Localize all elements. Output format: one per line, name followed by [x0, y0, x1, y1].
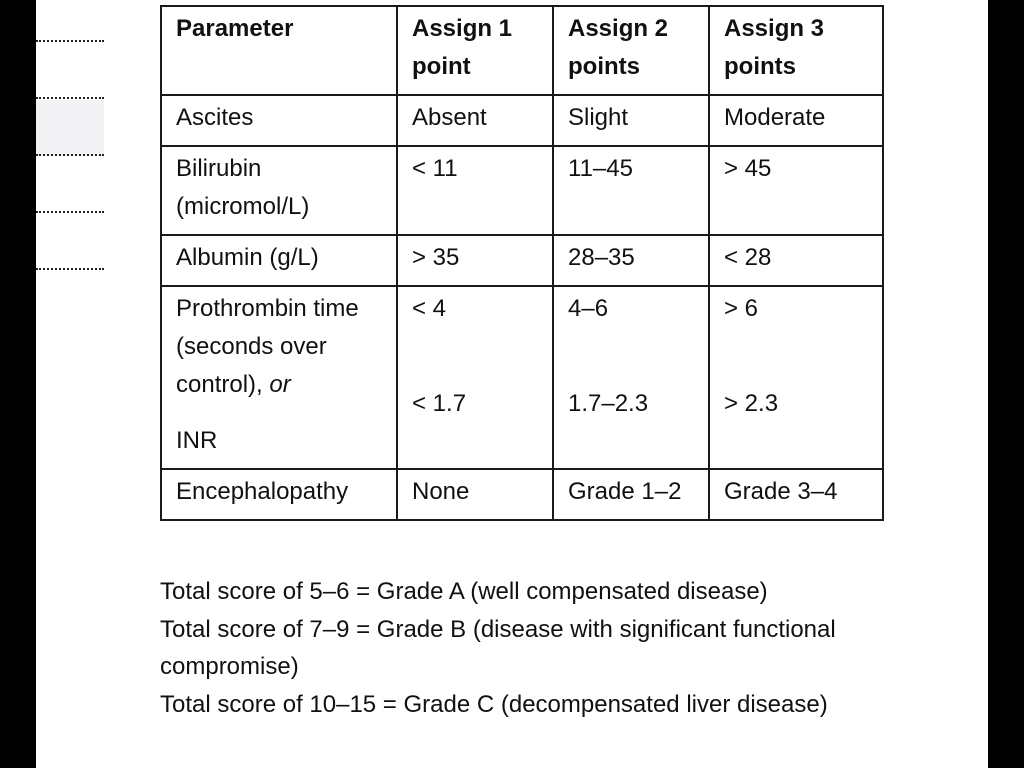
inr-value: 1.7–2.3	[568, 390, 649, 417]
spacer	[176, 404, 384, 422]
cell-1-point: > 35	[397, 235, 553, 286]
child-pugh-score-table	[160, 5, 884, 521]
table-row-ascites	[161, 95, 883, 146]
prothrombin-label: Prothrombin time (seconds over control),	[176, 295, 359, 398]
cell-3-points: < 28	[709, 235, 883, 286]
header-parameter: Parameter	[161, 6, 397, 95]
cell-1-point: Absent	[397, 95, 553, 146]
grade-b-note: Total score of 7–9 = Grade B (disease with significant functional compromise)	[160, 615, 836, 680]
table-row-bilirubin	[161, 146, 883, 235]
grade-a-note: Total score of 5–6 = Grade A (well compensated disease)	[160, 578, 768, 605]
cell-3-points: Moderate	[709, 95, 883, 146]
header-assign-1-point: Assign 1 point	[397, 6, 553, 95]
margin-dotted-line	[36, 211, 104, 213]
inr-value: > 2.3	[724, 390, 779, 417]
margin-shaded-block	[36, 100, 104, 156]
table-row-albumin	[161, 235, 883, 286]
table-row-prothrombin	[161, 286, 883, 469]
spacer	[568, 328, 696, 385]
cell-parameter: Bilirubin (micromol/L)	[161, 146, 397, 235]
prothrombin-value: 4–6	[568, 295, 609, 322]
cell-1-point	[397, 286, 553, 469]
cell-parameter: Encephalopathy	[161, 469, 397, 520]
margin-dotted-line	[36, 268, 104, 270]
table-row-encephalopathy	[161, 469, 883, 520]
grade-c-note: Total score of 10–15 = Grade C (decompensated liver disease)	[160, 690, 828, 718]
spacer	[724, 328, 870, 385]
cell-parameter: Ascites	[161, 95, 397, 146]
margin-dotted-line	[36, 154, 104, 156]
header-assign-2-points: Assign 2 points	[553, 6, 709, 95]
prothrombin-value: < 4	[412, 295, 447, 322]
cell-parameter	[161, 286, 397, 469]
header-assign-3-points: Assign 3 points	[709, 6, 883, 95]
cell-3-points	[709, 286, 883, 469]
inr-value: < 1.7	[412, 390, 467, 417]
cell-2-points: Grade 1–2	[553, 469, 709, 520]
cell-3-points: Grade 3–4	[709, 469, 883, 520]
cell-2-points: Slight	[553, 95, 709, 146]
prothrombin-value: > 6	[724, 295, 759, 322]
cell-2-points: 11–45	[553, 146, 709, 235]
document-page	[36, 0, 988, 768]
cell-parameter: Albumin (g/L)	[161, 235, 397, 286]
cell-1-point: None	[397, 469, 553, 520]
grade-notes	[160, 573, 950, 723]
cell-2-points	[553, 286, 709, 469]
cell-1-point: < 11	[397, 146, 553, 235]
inr-label: INR	[176, 427, 218, 454]
margin-dotted-line	[36, 40, 104, 42]
margin-dotted-line	[36, 97, 104, 99]
spacer	[412, 328, 540, 385]
table-header-row	[161, 6, 883, 95]
cell-3-points: > 45	[709, 146, 883, 235]
cell-2-points: 28–35	[553, 235, 709, 286]
or-conjunction: or	[269, 371, 291, 398]
